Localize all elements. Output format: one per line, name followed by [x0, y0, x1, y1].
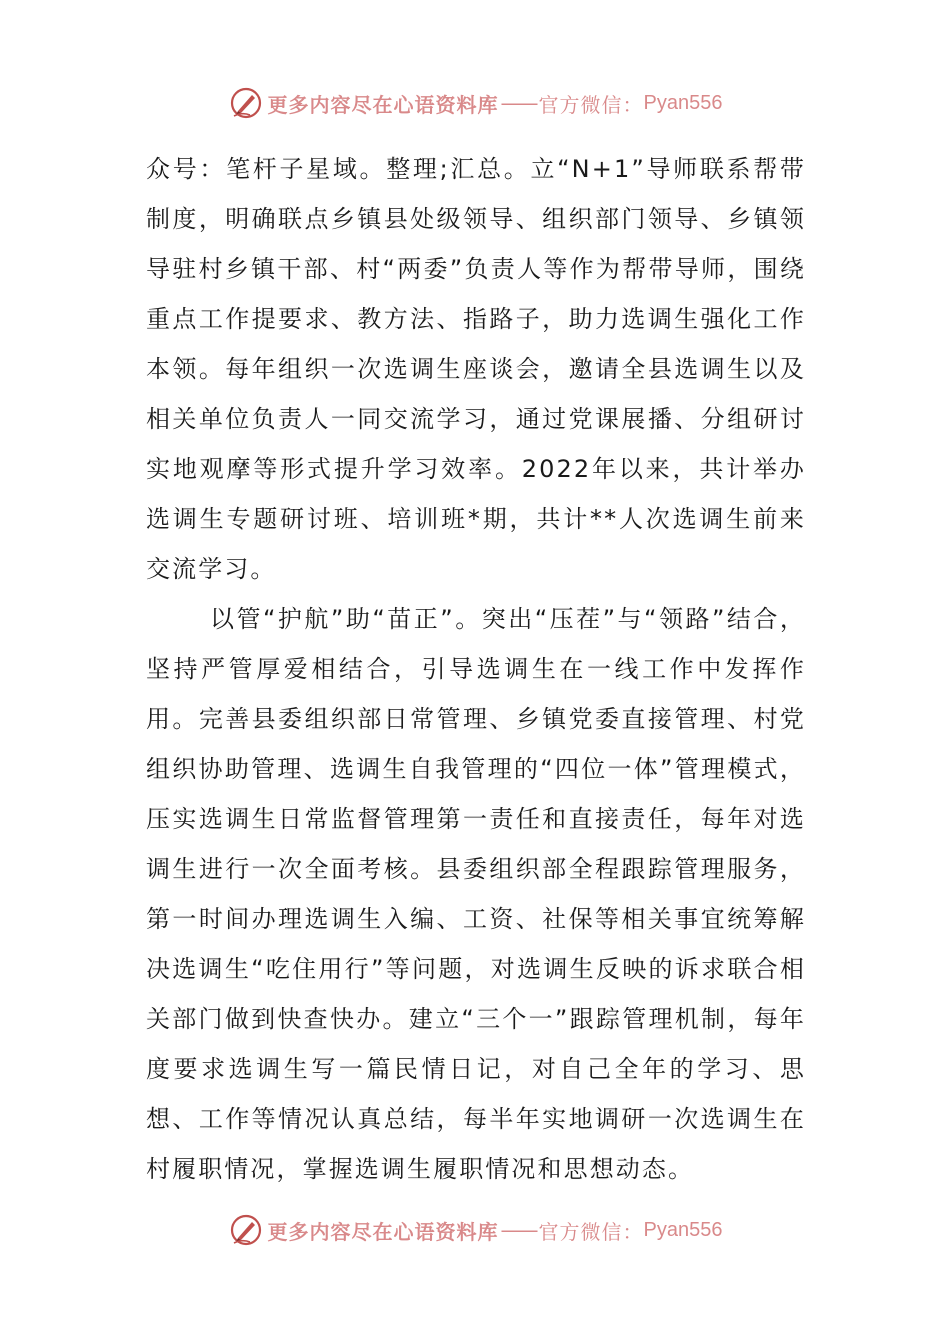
site-name: 更多内容尽在心语资料库 [267, 1219, 499, 1244]
paragraph-2: 以管“护航”助“苗正”。突出“压茬”与“领路”结合，坚持严管厚爱相结合，引导选调生在一线工作中发挥作用。完善县委组织部日常管理、乡镇党委直接管理、村党组织协助管理、选调生自我管理的“四位一体”管理模式，压实选调生日常监督管理第一责任和直接责任，每年对选调生进行一次全面考核。县委组织部全程跟踪管理服务，第一时间办理选调生入编、工资、社保等相关事宜统筹解决选调生“吃住用行”等问题，对选调生反映的诉求联合相关部门做到快查快办。建立“三个一”跟踪管理机制，每年度要求选调生写一篇民情日记，对自己全年的学习、思想、工作等情况认真总结，每半年实地调研一次选调生在村履职情况，掌握选调生履职情况和思想动态。 [146, 605, 806, 1183]
document-body [146, 144, 806, 1194]
pen-logo-icon [228, 1212, 264, 1248]
wechat-id: Pyan556 [643, 91, 723, 114]
site-name: 更多内容尽在心语资料库 [267, 92, 499, 117]
contact-label: 官方微信： [538, 92, 644, 117]
banner-dash: —— [500, 91, 537, 115]
contact-label: 官方微信： [538, 1219, 644, 1244]
banner-dash: —— [500, 1218, 537, 1242]
paragraph-1: 众号：笔杆子星域。整理;汇总。立“N+1”导师联系帮带制度，明确联点乡镇县处级领导、组织部门领导、乡镇领导驻村乡镇干部、村“两委”负责人等作为帮带导师，围绕重点工作提要求、教方法、指路子，助力选调生强化工作本领。每年组织一次选调生座谈会，邀请全县选调生以及相关单位负责人一同交流学习，通过党课展播、分组研讨实地观摩等形式提升学习效率。2022年以来，共计举办选调生专题研讨班、培训班*期，共计**人次选调生前来交流学习。 [146, 155, 806, 583]
wechat-id: Pyan556 [643, 1218, 723, 1241]
pen-logo-icon [228, 85, 264, 121]
footer-banner [0, 1210, 950, 1250]
header-banner [0, 83, 950, 123]
